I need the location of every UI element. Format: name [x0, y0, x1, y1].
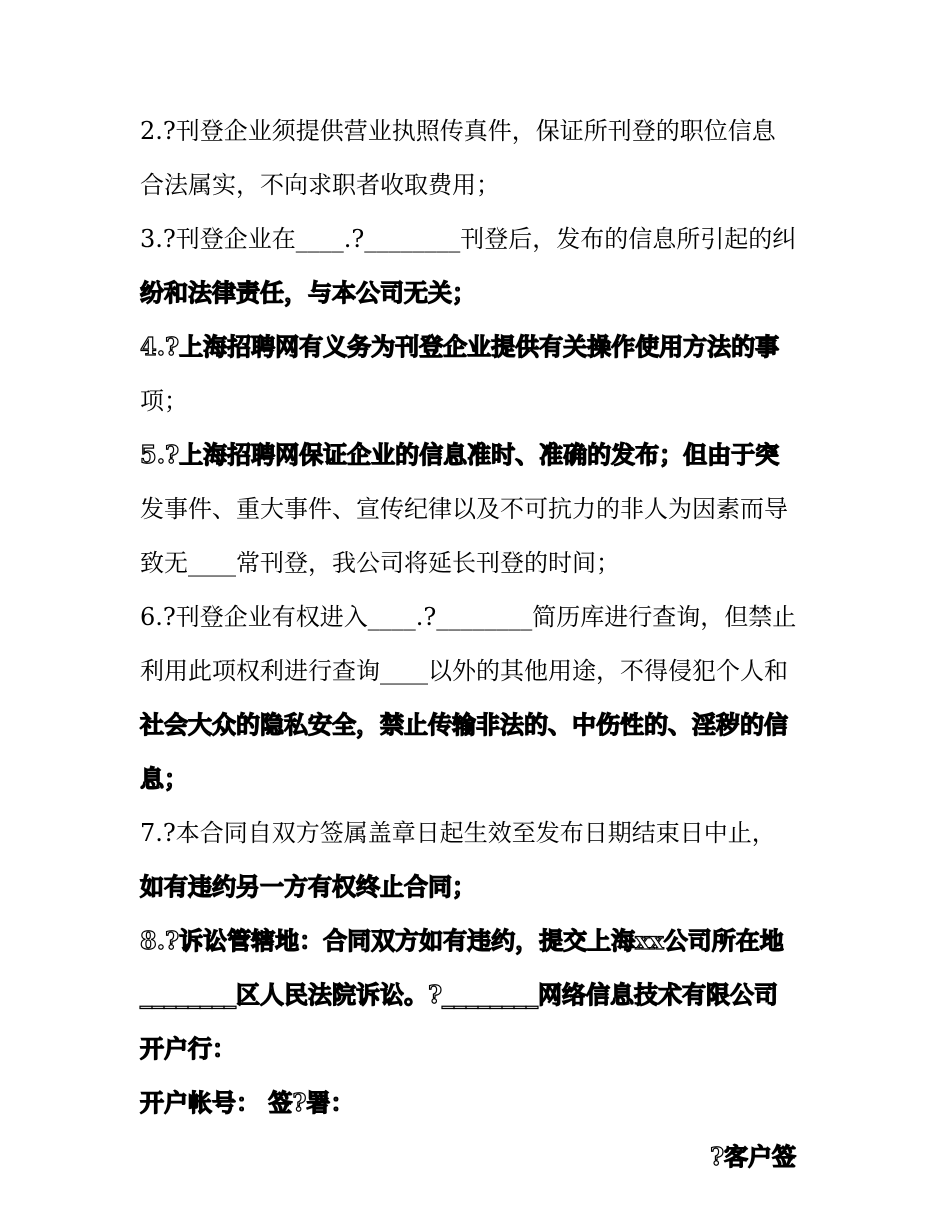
clause-2-line-2: 合法属实，不向求职者收取费用； — [140, 171, 500, 199]
clause-5-line-1: 5.?上海招聘网保证企业的信息准时、准确的发布；但由于突 — [140, 440, 780, 469]
clause-7-line-2: 如有违约另一方有权终止合同； — [140, 872, 476, 901]
clause-7-line-1: 7.?本合同自双方签属盖章日起生效至发布日期结束日中止， — [140, 819, 776, 847]
clause-2-line-1: 2.?刊登企业须提供营业执照传真件，保证所刊登的职位信息 — [140, 117, 776, 145]
clause-8-line-2: ________区人民法院诉讼。?________网络信息技术有限公司 — [140, 980, 779, 1009]
clause-3-line-1: 3.?刊登企业在____.?________刊登后，发布的信息所引起的纠 — [140, 225, 797, 253]
clause-6-line-2: 利用此项权利进行查询____以外的其他用途，不得侵犯个人和 — [140, 657, 788, 685]
clause-5-line-3: 致无____常刊登，我公司将延长刊登的时间； — [140, 549, 620, 577]
clause-4-line-1: 4.?上海招聘网有义务为刊登企业提供有关操作使用方法的事 — [140, 332, 780, 361]
account-signature-label: 开户帐号： 签?署： — [140, 1088, 355, 1117]
bank-name-label: 开户行： — [140, 1034, 236, 1063]
clause-5-line-2: 发事件、重大事件、宣传纪律以及不可抗力的非人为因素而导 — [140, 495, 788, 523]
clause-3-line-2: 纷和法律责任，与本公司无关； — [140, 278, 476, 307]
clause-6-line-3: 社会大众的隐私安全，禁止传输非法的、中伤性的、淫秽的信 — [140, 710, 788, 739]
contract-clauses — [140, 104, 820, 1184]
clause-6-line-4: 息； — [140, 764, 188, 793]
clause-8-line-1: 8.?诉讼管辖地：合同双方如有违约，提交上海xx公司所在地 — [140, 926, 784, 955]
clause-4-line-2: 项； — [140, 387, 188, 415]
client-signature-label: ?客户签 — [709, 1142, 796, 1171]
clause-6-line-1: 6.?刊登企业有权进入____.?________简历库进行查询，但禁止 — [140, 603, 797, 631]
